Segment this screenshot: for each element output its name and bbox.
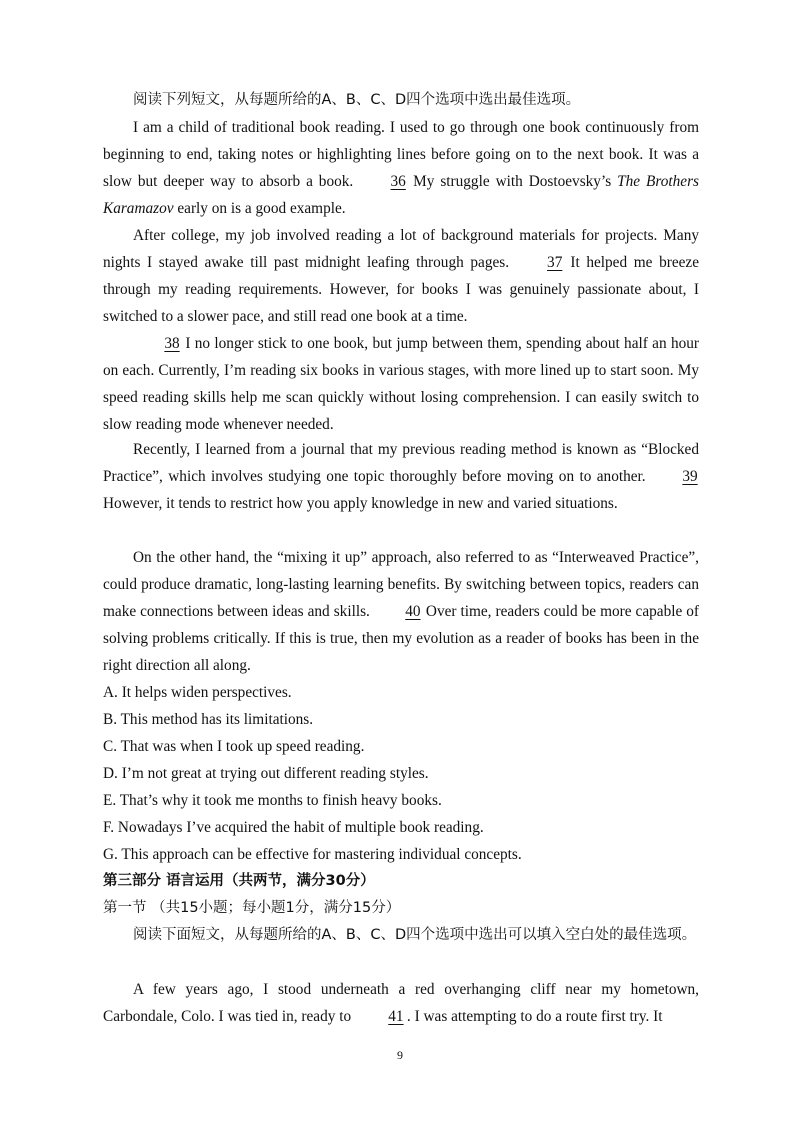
option-b: B. This method has its limitations.	[103, 711, 314, 728]
blank-41: 41	[388, 1008, 404, 1025]
option-e: E. That’s why it took me months to finish heavy books.	[103, 792, 442, 809]
blank-40: 40	[405, 603, 421, 620]
paragraph-text: My struggle with Dostoevsky’s	[413, 173, 612, 190]
option-a: A. It helps widen perspectives.	[103, 684, 292, 701]
blank-38: 38	[164, 335, 180, 352]
paragraph-text: It helped me breeze through my reading requirements. However, for books I was genuinely passionate about, I switched to a slower pace, and still read one book at a time.	[103, 254, 700, 325]
passage-paragraph-4	[103, 436, 699, 517]
subsection-heading: 第一节 （共15小题；每小题1分，满分15分）	[103, 900, 401, 916]
section-heading: 第三部分 语言运用（共两节，满分30分）	[103, 873, 375, 889]
page-number: 9	[397, 1048, 403, 1062]
paragraph-text: On the other hand, the “mixing it up” approach, also referred to as “Interweaved Practice”, could produce dramatic, long-lasting learning benefits. By switching between topics, readers can make connections between ideas and skills.	[103, 549, 699, 620]
paragraph-text: I no longer stick to one book, but jump between them, spending about half an hour on each. Currently, I’m reading six books in various stages, with more lined up to start soon. My speed reading skills help me scan quickly without losing comprehension. I can easily switch to slow reading mode whenever needed.	[103, 335, 699, 433]
blank-37: 37	[547, 254, 563, 271]
paragraph-text: early on is a good example.	[177, 200, 346, 217]
blank-36: 36	[390, 173, 406, 190]
option-d: D. I’m not great at trying out different reading styles.	[103, 765, 429, 782]
blank-39: 39	[682, 468, 698, 485]
paragraph-text: Recently, I learned from a journal that my previous reading method is known as “Blocked Practice”, which involves studying one topic thoroughly before moving on to another.	[103, 441, 699, 485]
instruction-text: 阅读下列短文，从每题所给的A、B、C、D四个选项中选出最佳选项。	[133, 92, 581, 108]
paragraph-text: After college, my job involved reading a lot of background materials for projects. Many nights I stayed awake till past midnight leafing through pages.	[103, 227, 699, 271]
passage-paragraph-2	[103, 222, 699, 330]
paragraph-text: . I was attempting to do a route first try. It	[406, 1008, 663, 1025]
paragraph-text: I am a child of traditional book reading. I used to go through one book continuously from beginning to end, taking notes or highlighting lines before going on to the next book. It was a slow but deeper way to absorb a book.	[103, 119, 699, 190]
passage-paragraph-6	[103, 976, 699, 1030]
option-f: F. Nowadays I’ve acquired the habit of multiple book reading.	[103, 819, 484, 836]
option-g: G. This approach can be effective for mastering individual concepts.	[103, 846, 522, 863]
passage-paragraph-5	[103, 544, 699, 679]
book-title: The Brothers Karamazov	[103, 173, 699, 217]
instruction-cloze	[103, 922, 699, 949]
paragraph-text: A few years ago, I stood underneath a red overhanging cliff near my hometown, Carbondale, Colo. I was tied in, ready to	[103, 981, 699, 1025]
option-c: C. That was when I took up speed reading.	[103, 738, 365, 755]
instruction-text: 阅读下面短文，从每题所给的A、B、C、D四个选项中选出可以填入空白处的最佳选项。	[133, 927, 697, 943]
instruction-reading	[103, 87, 699, 114]
passage-paragraph-1	[103, 114, 699, 222]
passage-paragraph-3	[103, 330, 699, 438]
paragraph-text: Over time, readers could be more capable of solving problems critically. If this is true, then my evolution as a reader of books has been in the right direction all along.	[103, 603, 700, 674]
paragraph-text: However, it tends to restrict how you apply knowledge in new and varied situations.	[103, 495, 618, 512]
